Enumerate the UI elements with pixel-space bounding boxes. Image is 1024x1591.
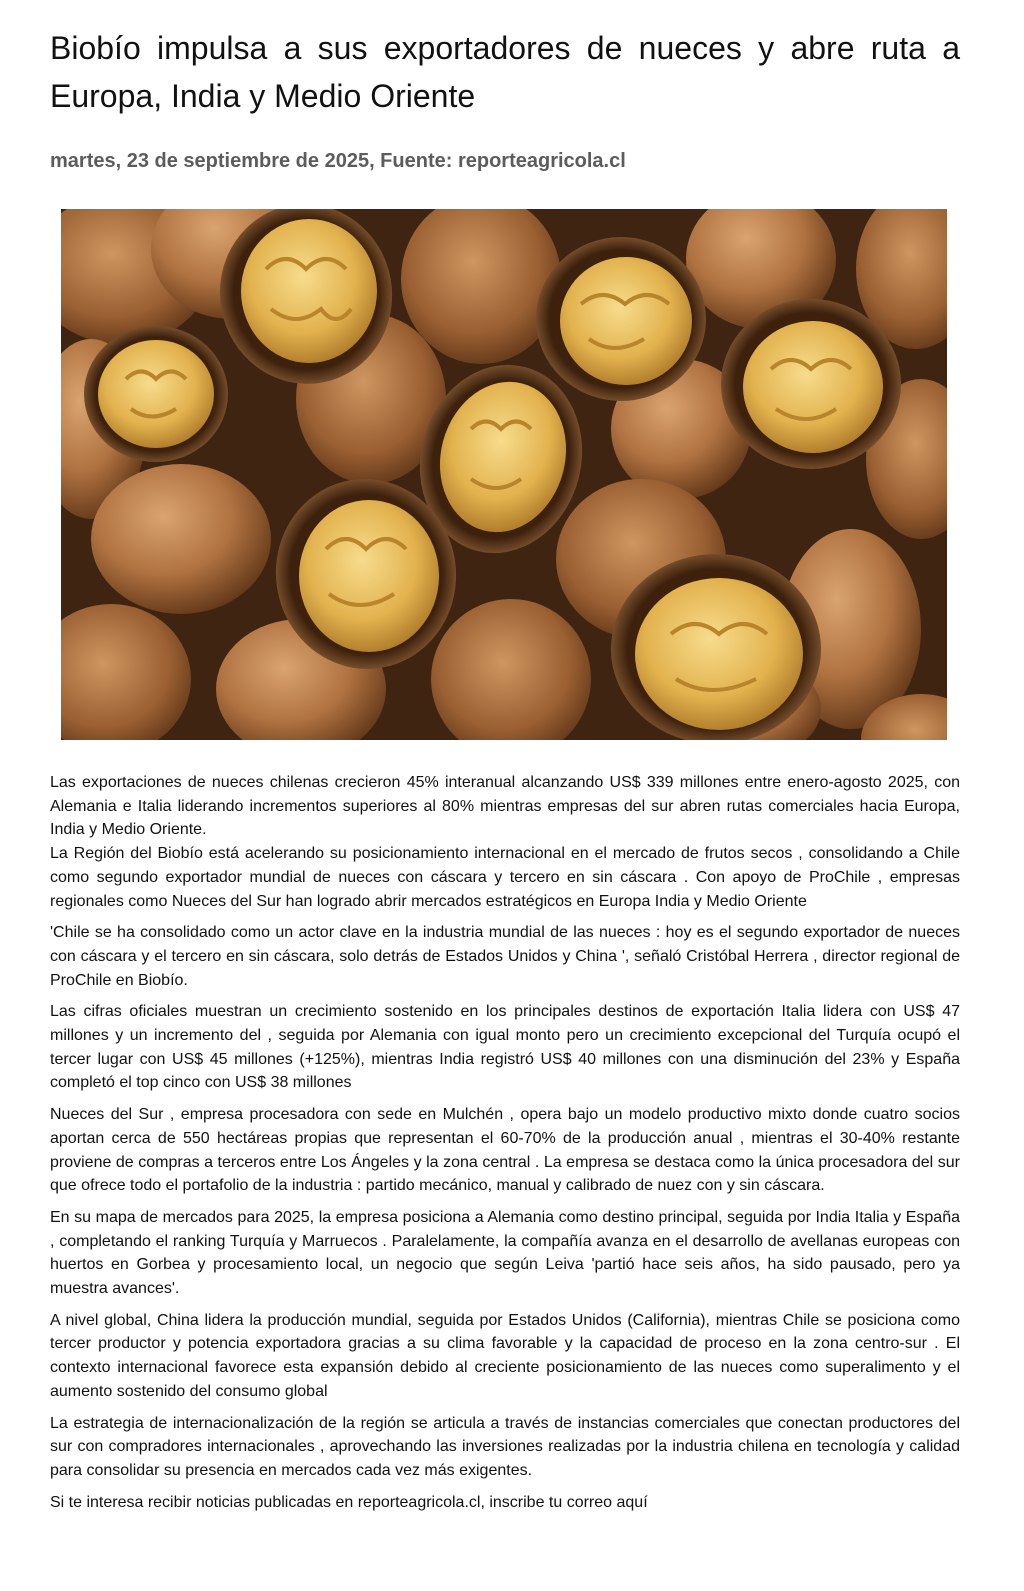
paragraph-2: La Región del Biobío está acelerando su posicionamiento internacional en el mercado de frutos secos , consolidando a Chile como segundo exportador mundial de nueces con cáscara y tercero en sin cáscara . Con apoyo de ProChile , empresas regionales como Nueces del Sur han logrado abrir mercados estratégicos en Europa India y Medio Oriente — [50, 845, 960, 910]
article-dateline: martes, 23 de septiembre de 2025, Fuente: reporteagricola.cl — [50, 150, 626, 172]
newsletter-signup-text: Si te interesa recibir noticias publicadas en reporteagricola.cl, inscribe tu correo aquí — [50, 1493, 648, 1511]
walnuts-photo — [61, 209, 947, 740]
paragraph-7: A nivel global, China lidera la producción mundial, seguida por Estados Unidos (California), mientras Chile se posiciona como tercer productor y potencia exportadora gracias a su clima favorable y la capacidad de proceso en la zona centro-sur . El contexto internacional favorece esta expansión debido al creciente posicionamiento de las nueces como superalimento y el aumento sostenido del consumo global — [50, 1311, 960, 1400]
paragraph-8: La estrategia de internacionalización de la región se articula a través de instancias comerciales que conectan productores del sur con compradores internacionales , aprovechando las inversiones realizadas por la industria chilena en tecnología y calidad para consolidar su presencia en mercados cada vez más exigentes. — [50, 1414, 960, 1479]
paragraph-5: Nueces del Sur , empresa procesadora con sede en Mulchén , opera bajo un modelo productivo mixto donde cuatro socios aportan cerca de 550 hectáreas propias que representan el 60-70% de la producción anual , mientras el 30-40% restante proviene de compras a terceros entre Los Ángeles y la zona central . La empresa se destaca como la única procesadora del sur que ofrece todo el portafolio de la industria : partido mecánico, manual y calibrado de nuez con y sin cáscara. — [50, 1106, 960, 1195]
paragraph-3: 'Chile se ha consolidado como un actor clave en la industria mundial de las nueces : hoy es el segundo exportador de nueces con cáscara y el tercero en sin cáscara, solo detrás de Estados Unidos y China ', señaló Cristóbal Herrera , director regional de ProChile en Biobío. — [50, 924, 960, 989]
hero-image — [61, 209, 947, 740]
article-body — [50, 771, 960, 1522]
paragraph-4: Las cifras oficiales muestran un crecimiento sostenido en los principales destinos de exportación Italia lidera con US$ 47 millones y un incremento del , seguida por Alemania con igual monto pero un crecimiento excepcional del Turquía ocupó el tercer lugar con US$ 45 millones (+125%), mientras India registró US$ 40 millones con una disminución del 23% y España completó el top cinco con US$ 38 millones — [50, 1003, 960, 1092]
article-title: Biobío impulsa a sus exportadores de nueces y abre ruta a Europa, India y Medio Oriente — [50, 30, 960, 114]
paragraph-1: Las exportaciones de nueces chilenas crecieron 45% interanual alcanzando US$ 339 millones entre enero-agosto 2025, con Alemania e Italia liderando incrementos superiores al 80% mientras empresas del sur abren rutas comerciales hacia Europa, India y Medio Oriente. — [50, 774, 960, 839]
paragraph-6: En su mapa de mercados para 2025, la empresa posiciona a Alemania como destino principal, seguida por India Italia y España , completando el ranking Turquía y Marruecos . Paralelamente, la compañía avanza en el desarrollo de avellanas europeas con huertos en Gorbea y procesamiento local, un negocio que según Leiva 'partió hace seis años, ha sido pausado, pero ya muestra avances'. — [50, 1208, 960, 1298]
